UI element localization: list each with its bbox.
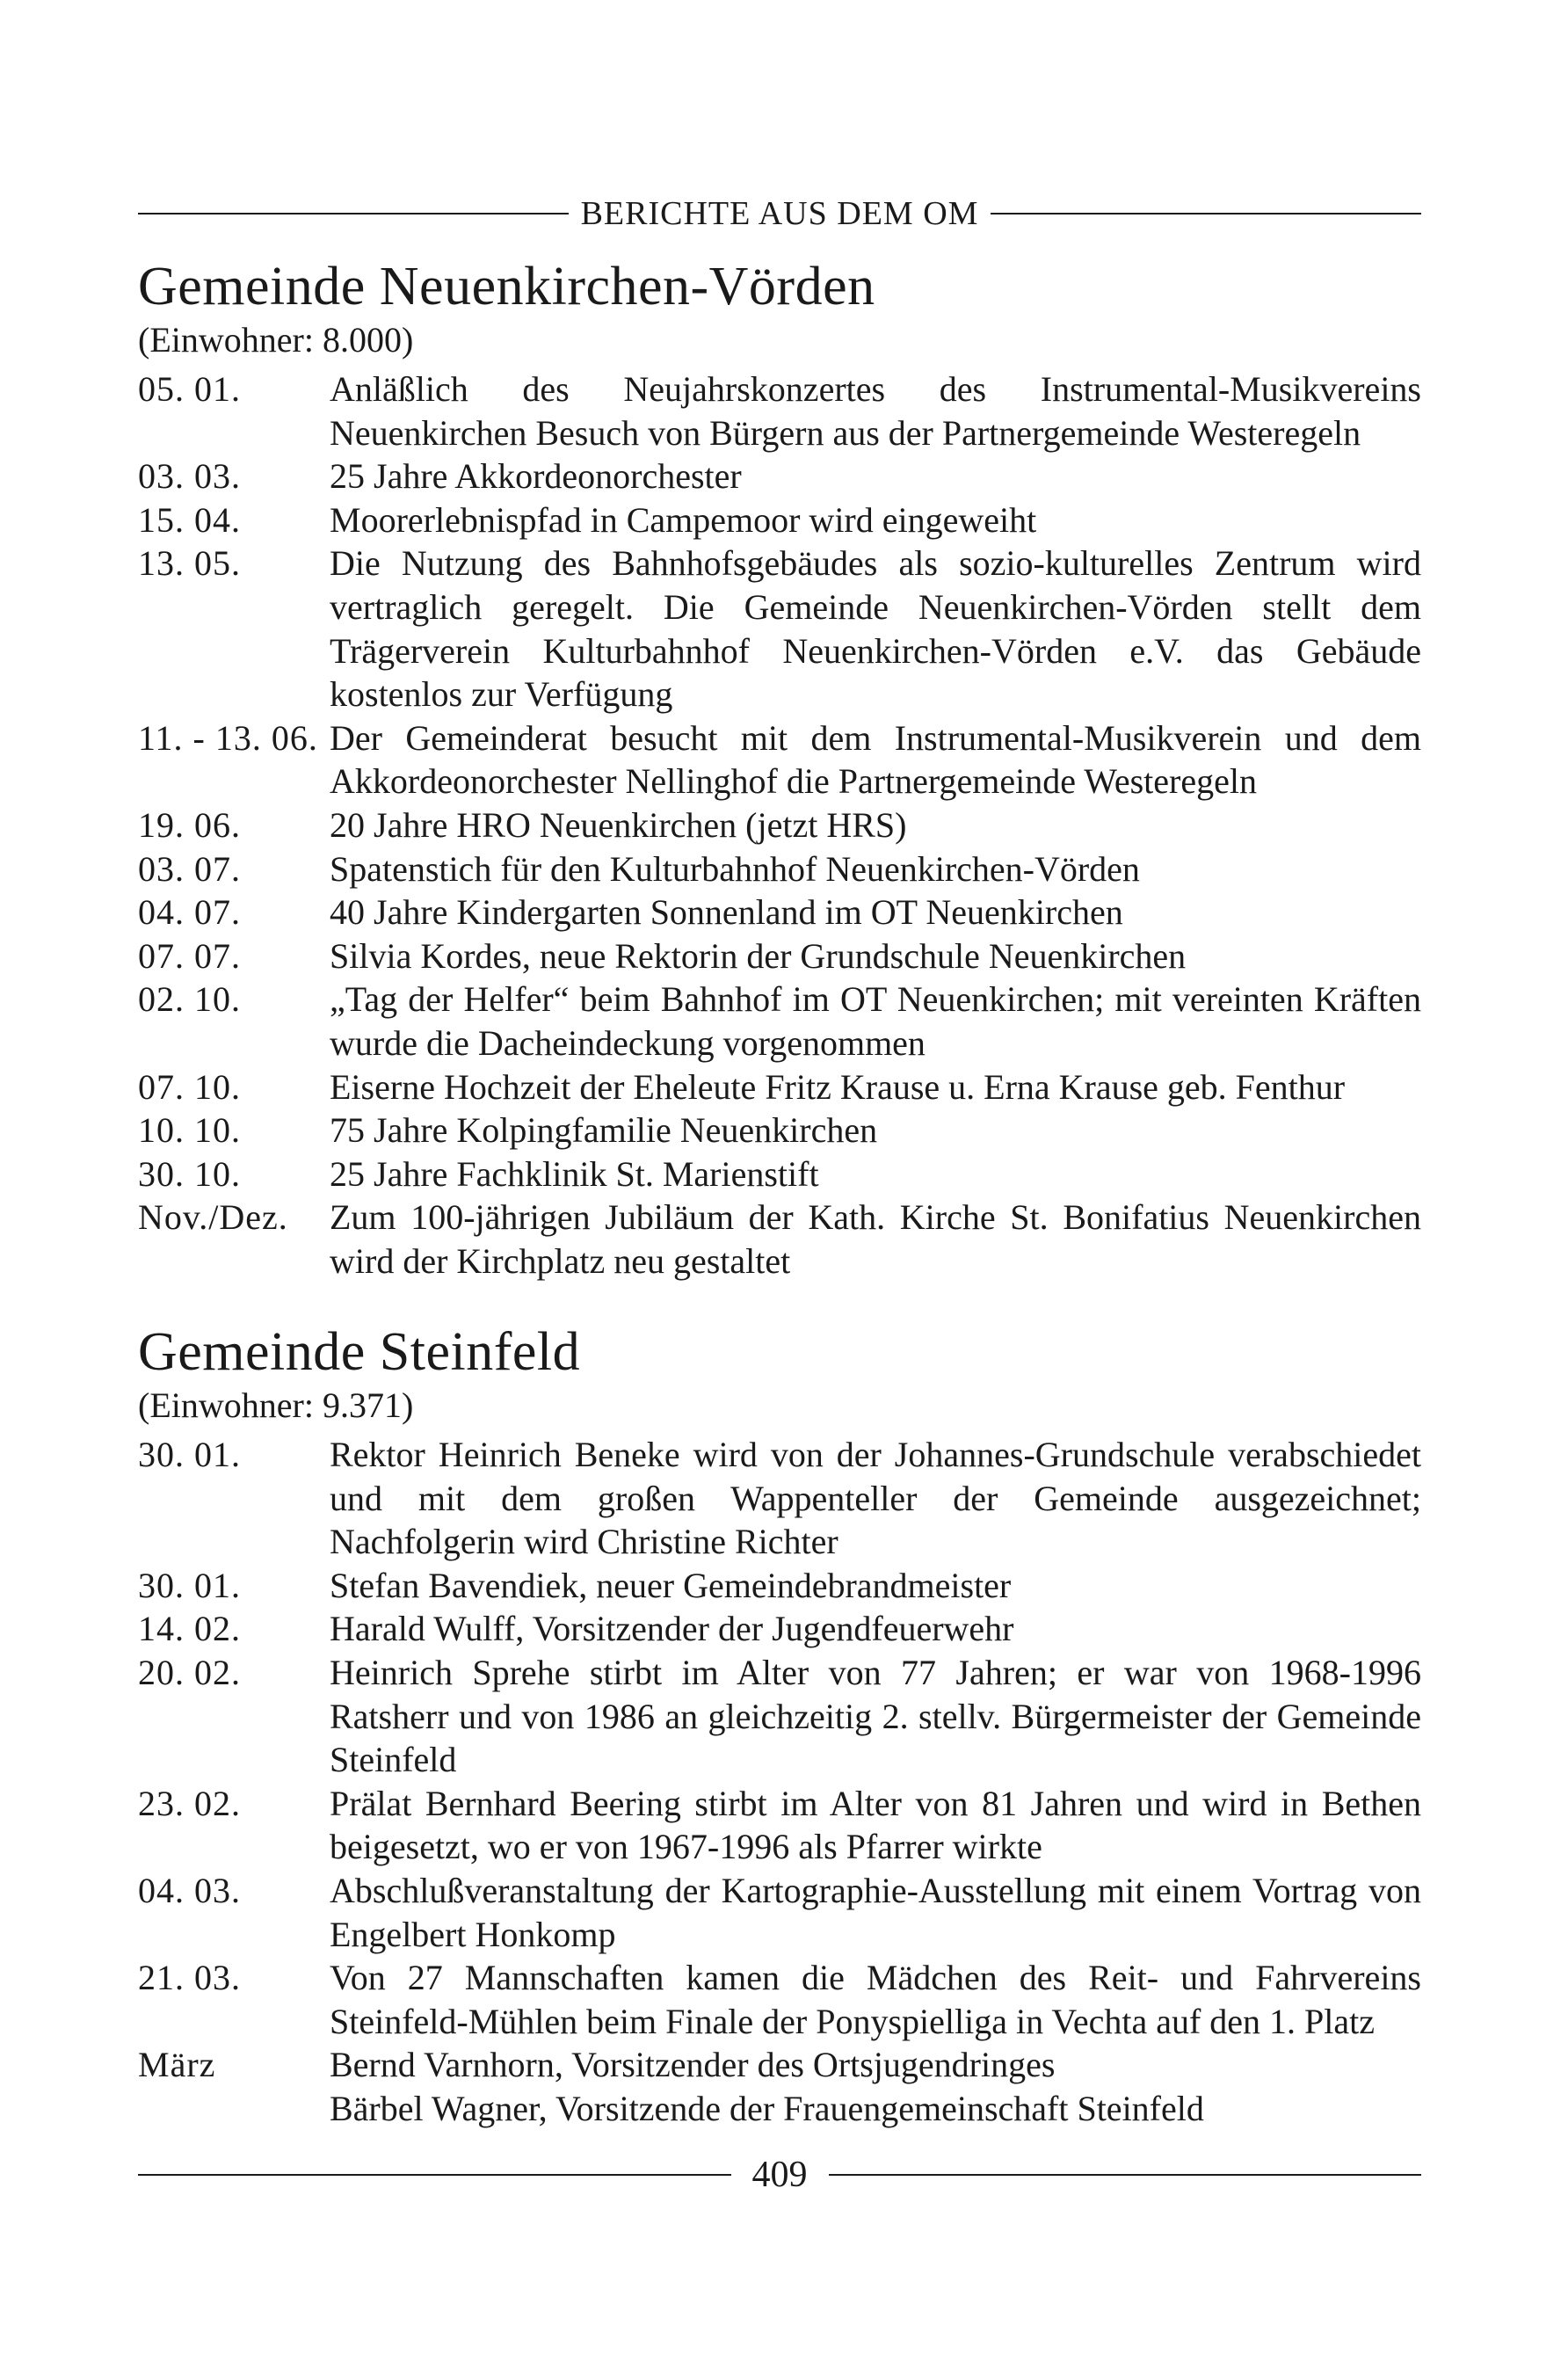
- entry-date: 07. 10.: [138, 1066, 241, 1107]
- entry-date: 21. 03.: [138, 1958, 241, 1998]
- population-note: (Einwohner: 8.000): [138, 320, 414, 360]
- chronicle-entry: [138, 1651, 1421, 1782]
- chronicle-entry: [138, 498, 1421, 542]
- entry-text: 40 Jahre Kindergarten Sonnenland im OT Neuenkirchen: [330, 892, 1123, 933]
- chronicle-entry: [138, 1109, 1421, 1152]
- header-rule-left: [138, 213, 569, 214]
- entry-date: 30. 10.: [138, 1153, 241, 1194]
- section-title: Gemeinde Steinfeld: [138, 1322, 581, 1382]
- entry-text: Bärbel Wagner, Vorsitzende der Frauengemeinschaft Steinfeld: [330, 2088, 1204, 2128]
- page-footer: [138, 2148, 1421, 2201]
- chronicle-entry: [138, 847, 1421, 891]
- entry-date: [138, 2087, 330, 2131]
- entry-text: Rektor Heinrich Beneke wird von der Johannes-Grundschule verabschiedet und mit dem großen Wappenteller der Gemeinde ausgezeichnet; Nachfolgerin wird Christine Richter: [330, 1435, 1421, 1562]
- entry-date: 19. 06.: [138, 804, 241, 845]
- entry-text: Stefan Bavendiek, neuer Gemeindebrandmeister: [330, 1565, 1012, 1605]
- chronicle-entry: [138, 2087, 1421, 2131]
- chronicle-entry: [138, 1433, 1421, 1564]
- chronicle-entry: [138, 716, 1421, 803]
- chronicle-entry: [138, 1869, 1421, 1956]
- entry-date: 30. 01.: [138, 1435, 241, 1474]
- entry-text: Bernd Varnhorn, Vorsitzender des Ortsjugendringes: [330, 2045, 1056, 2085]
- population-note: (Einwohner: 9.371): [138, 1385, 414, 1425]
- entry-text: Prälat Bernhard Beering stirbt im Alter von 81 Jahren und wird in Bethen beigesetzt, wo er von 1967-1996 als Pfarrer wirkte: [330, 1783, 1421, 1867]
- section-steinfeld: [138, 1320, 1421, 2131]
- entry-date: 10. 10.: [138, 1110, 241, 1151]
- footer-rule-right: [829, 2174, 1422, 2176]
- entry-date: 03. 03.: [138, 456, 241, 497]
- entry-text: Moorerlebnispfad in Campemoor wird eingeweiht: [330, 499, 1037, 540]
- page-number: 409: [751, 2155, 808, 2195]
- chronicle-entry: [138, 542, 1421, 716]
- chronicle-entry: [138, 803, 1421, 847]
- entry-date: 07. 07.: [138, 935, 241, 976]
- chronicle-entry: [138, 454, 1421, 498]
- running-head-bar: [138, 187, 1421, 240]
- entry-date: 20. 02.: [138, 1652, 241, 1692]
- entry-text: 20 Jahre HRO Neuenkirchen (jetzt HRS): [330, 804, 907, 845]
- entry-date: 05. 01.: [138, 369, 241, 409]
- entry-text: Spatenstich für den Kulturbahnhof Neuenkirchen-Vörden: [330, 848, 1140, 889]
- entry-date: Nov./Dez.: [138, 1197, 288, 1238]
- running-head: BERICHTE AUS DEM OM: [580, 195, 979, 232]
- chronicle-entry: [138, 1152, 1421, 1196]
- header-rule-right: [991, 213, 1421, 214]
- entry-date: 03. 07.: [138, 848, 241, 889]
- entry-text: Die Nutzung des Bahnhofsgebäudes als sozio-kulturelles Zentrum wird vertraglich geregelt. Die Gemeinde Neuenkirchen-Vörden stellt dem Trägerverein Kulturbahnhof Neuenkirchen-Vörden e.V. das Gebäude kostenlos zur Verfügung: [330, 543, 1421, 715]
- entry-date: 04. 03.: [138, 1870, 241, 1910]
- entry-date: 23. 02.: [138, 1783, 241, 1823]
- entry-date: 13. 05.: [138, 543, 241, 584]
- chronicle-entry: [138, 891, 1421, 934]
- footer-rule-left: [138, 2174, 731, 2176]
- entry-date: 02. 10.: [138, 979, 241, 1020]
- chronicle-entry: [138, 1782, 1421, 1869]
- entry-text: Von 27 Mannschaften kamen die Mädchen des Reit- und Fahrvereins Steinfeld-Mühlen beim Finale der Ponyspielliga in Vechta auf den 1. Platz: [330, 1958, 1421, 2041]
- entry-text: Harald Wulff, Vorsitzender der Jugendfeuerwehr: [330, 1609, 1014, 1649]
- entry-text: 75 Jahre Kolpingfamilie Neuenkirchen: [330, 1110, 878, 1151]
- entry-date: März: [138, 2045, 216, 2085]
- chronicle-entry: [138, 1564, 1421, 1608]
- entry-text: Zum 100-jährigen Jubiläum der Kath. Kirche St. Bonifatius Neuenkirchen wird der Kirchplatz neu gestaltet: [330, 1197, 1421, 1281]
- section-neuenkirchen-voerden: [138, 255, 1421, 1283]
- chronicle-entry: [138, 367, 1421, 454]
- entry-text: „Tag der Helfer“ beim Bahnhof im OT Neuenkirchen; mit vereinten Kräften wurde die Dacheindeckung vorgenommen: [330, 979, 1421, 1063]
- chronicle-entry: [138, 1956, 1421, 2043]
- entry-date: 11. - 13. 06.: [138, 717, 318, 758]
- entry-list: [138, 367, 1421, 1283]
- entry-text: Eiserne Hochzeit der Eheleute Fritz Krause u. Erna Krause geb. Fenthur: [330, 1066, 1346, 1107]
- chronicle-entry: [138, 1065, 1421, 1109]
- entry-date: 14. 02.: [138, 1609, 241, 1649]
- entry-text: Heinrich Sprehe stirbt im Alter von 77 Jahren; er war von 1968-1996 Ratsherr und von 1986 an gleichzeitig 2. stellv. Bürgermeister der Gemeinde Steinfeld: [330, 1652, 1421, 1780]
- entry-text: Silvia Kordes, neue Rektorin der Grundschule Neuenkirchen: [330, 935, 1187, 976]
- chronicle-entry: [138, 978, 1421, 1065]
- entry-date: 15. 04.: [138, 499, 241, 540]
- entry-text: 25 Jahre Fachklinik St. Marienstift: [330, 1153, 819, 1194]
- entry-text: 25 Jahre Akkordeonorchester: [330, 456, 742, 497]
- chronicle-entry: [138, 934, 1421, 978]
- entry-list: [138, 1433, 1421, 2131]
- entry-date: 30. 01.: [138, 1565, 241, 1605]
- entry-text: Anläßlich des Neujahrskonzertes des Instrumental-Musikvereins Neuenkirchen Besuch von Bürgern aus der Partnergemeinde Westeregeln: [330, 369, 1421, 453]
- chronicle-entry: [138, 1607, 1421, 1651]
- entry-text: Der Gemeinderat besucht mit dem Instrumental-Musikverein und dem Akkordeonorchester Nellinghof die Partnergemeinde Westeregeln: [330, 717, 1421, 802]
- section-title: Gemeinde Neuenkirchen-Vörden: [138, 257, 875, 316]
- entry-text: Abschlußveranstaltung der Kartographie-Ausstellung mit einem Vortrag von Engelbert Honkomp: [330, 1870, 1421, 1954]
- chronicle-entry: [138, 1196, 1421, 1283]
- chronicle-entry: [138, 2043, 1421, 2087]
- entry-date: 04. 07.: [138, 892, 241, 933]
